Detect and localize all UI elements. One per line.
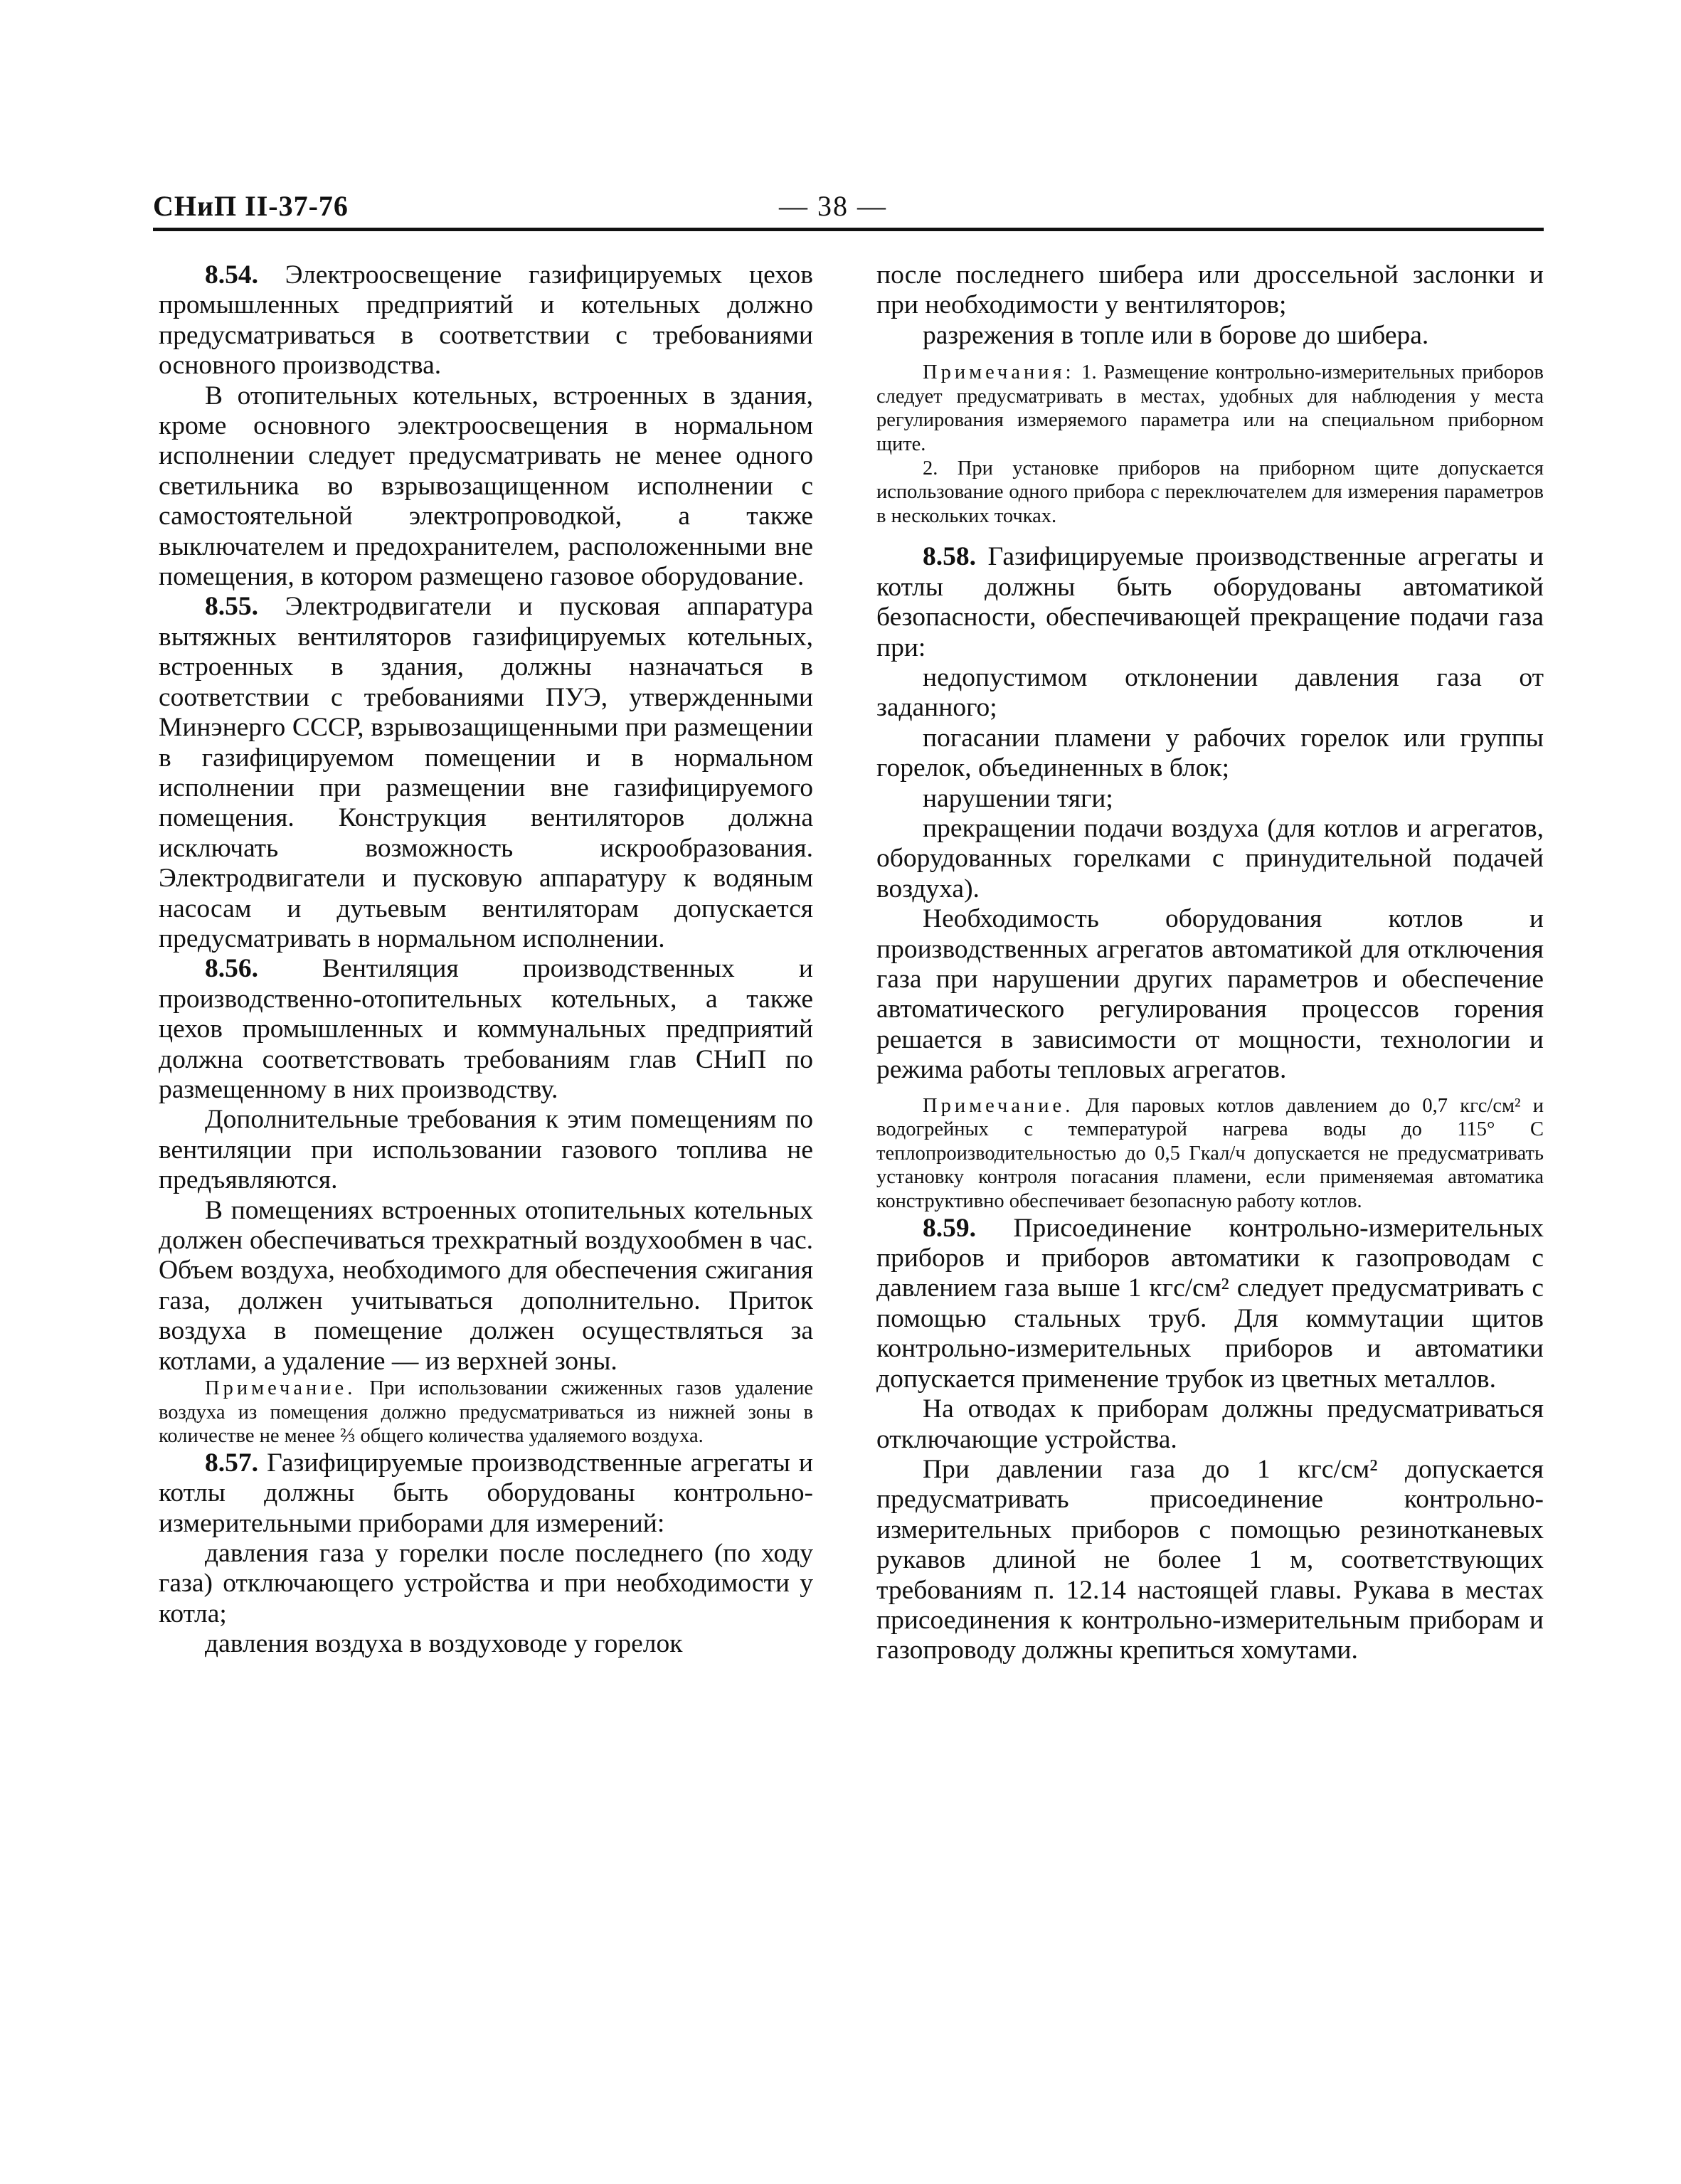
paragraph: давления газа у горелки после последнего (по ходу газа) отключающего устройства и при необходимости у котла; (159, 1539, 813, 1628)
section-text: Электродвигатели и пусковая аппаратура вытяжных вентиляторов газифицируемых котельных, встроенных в здания, должны назначаться в соответствии с требованиями ПУЭ, утвержденными Минэнерго СССР, взрывозащищенными при размещении в газифицируемом помещении и в нормальном исполнении при размещении вне газифицируемого помещения. Конструкция вентиляторов должна исключать возможность искрообразования. Электродвигатели и пусковую аппаратуру к водяным насосам и дутьевым вентиляторам допускается предусматривать в нормальном исполнении. (159, 592, 813, 953)
paragraph: Дополнительные требования к этим помещениям по вентиляции при использовании газового топлива не предъявляются. (159, 1105, 813, 1195)
section-number: 8.56. (205, 954, 258, 984)
note-label: Примечание. (205, 1377, 356, 1400)
section-8-58 (876, 542, 1544, 663)
note-text: 1. Размещение контрольно-измерительных приборов следует предусматривать в местах, удобных для наблюдения у места регулирования измеряемого параметра или на специальном приборном щите. (876, 361, 1544, 455)
section-8-57 (159, 1448, 813, 1539)
paragraph: Необходимость оборудования котлов и производственных агрегатов автоматикой для отключения газа при нарушении других параметров и обеспечение автоматического регулирования процессов горения решается в зависимости от мощности, технологии и режима работы тепловых агрегатов. (876, 904, 1544, 1085)
paragraph: давления воздуха в воздуховоде у горелок (205, 1629, 683, 1659)
section-number: 8.54. (205, 260, 258, 290)
section-8-59 (876, 1214, 1544, 1394)
notes-8-57 (876, 361, 1544, 528)
section-number: 8.55. (205, 592, 258, 622)
paragraph: При давлении газа до 1 кгс/см² допускается предусматривать присоединение контрольно-измерительных приборов с помощью резинотканевых рукавов длиной не более 1 м, соответствующих требованиям п. 12.14 настоящей главы. Рукава в местах присоединения к контрольно-измерительным приборам и газопроводу должны крепиться хомутами. (876, 1454, 1544, 1665)
section-number: 8.58. (923, 542, 976, 572)
paragraph: разрежения в топле или в борове до шибера. (923, 320, 1429, 350)
section-text: Присоединение контрольно-измерительных приборов и приборов автоматики к газопроводам с давлением газа выше 1 кгс/см² следует предусматривать с помощью стальных труб. Для коммутации щитов контрольно-измерительных приборов и автоматики допускается применение трубок из цветных металлов. (876, 1213, 1544, 1394)
note-text: При использовании сжиженных газов удаление воздуха из помещения должно предусматриваться из нижней зоны в количестве не менее ⅔ общего количества удаляемого воздуха. (159, 1377, 813, 1448)
page-number: — 38 — (779, 190, 887, 222)
list-item: прекращении подачи воздуха (для котлов и агрегатов, оборудованных горелками с принудительной подачей воздуха). (876, 814, 1544, 903)
header-rule (153, 228, 1544, 231)
note-text: Для паровых котлов давлением до 0,7 кгс/см² и водогрейных с температурой нагрева воды до 115° С теплопроизводительностью до 0,5 Гкал/ч допускается не предусматривать установку контроля погасания пламени, если применяемая автоматика конструктивно обеспечивает безопасную работу котлов. (876, 1094, 1544, 1213)
section-number: 8.57. (205, 1448, 258, 1478)
paragraph: В отопительных котельных, встроенных в здания, кроме основного электроосвещения в нормальном исполнении следует предусматривать не менее одного светильника во взрывозащищенном исполнении с самостоятельной электропроводкой, а также выключателем и предохранителем, расположенными вне помещения, в котором размещено газовое оборудование. (159, 381, 813, 592)
section-8-54 (159, 260, 813, 381)
section-text: Газифицируемые производственные агрегаты и котлы должны быть оборудованы контрольно-измерительными приборами для измерений: (159, 1448, 813, 1538)
section-8-56 (159, 954, 813, 1105)
right-column (876, 260, 1544, 1666)
section-text: Вентиляция производственных и производственно-отопительных котельных, а также цехов промышленных и коммунальных предприятий должна соответствовать требованиям глав СНиП по размещенному в них производству. (159, 954, 813, 1104)
section-number: 8.59. (923, 1213, 976, 1243)
list-item: нарушении тяги; (923, 783, 1113, 813)
section-text: Электроосвещение газифицируемых цехов промышленных предприятий и котельных должно предусматриваться в соответствии с требованиями основного производства. (159, 260, 813, 381)
list-item: недопустимом отклонении давления газа от заданного; (876, 663, 1544, 723)
section-8-55 (159, 592, 813, 954)
paragraph: На отводах к приборам должны предусматриваться отключающие устройства. (876, 1394, 1544, 1454)
note-8-56 (159, 1377, 813, 1448)
note-label: Примечания: (923, 361, 1075, 384)
document-code: СНиП II-37-76 (153, 190, 349, 222)
left-column (159, 260, 813, 1660)
note-8-58 (876, 1094, 1544, 1214)
note-1 (876, 361, 1544, 456)
note-2: 2. При установке приборов на приборном щите допускается использование одного прибора с переключателем для измерения параметров в нескольких точках. (876, 457, 1544, 527)
note-label: Примечание. (923, 1094, 1074, 1117)
list-item: погасании пламени у рабочих горелок или группы горелок, объединенных в блок; (876, 723, 1544, 783)
page-header (153, 186, 1544, 229)
section-text: Газифицируемые производственные агрегаты и котлы должны быть оборудованы автоматикой безопасности, обеспечивающей прекращение подачи газа при: (876, 542, 1544, 662)
paragraph-continued: после последнего шибера или дроссельной заслонки и при необходимости у вентиляторов; (876, 260, 1544, 320)
paragraph: В помещениях встроенных отопительных котельных должен обеспечиваться трехкратный воздухообмен в час. Объем воздуха, необходимого для обеспечения сжигания газа, должен учитываться дополнительно. Приток воздуха в помещение должен осуществляться за котлами, а удаление — из верхней зоны. (159, 1195, 813, 1376)
